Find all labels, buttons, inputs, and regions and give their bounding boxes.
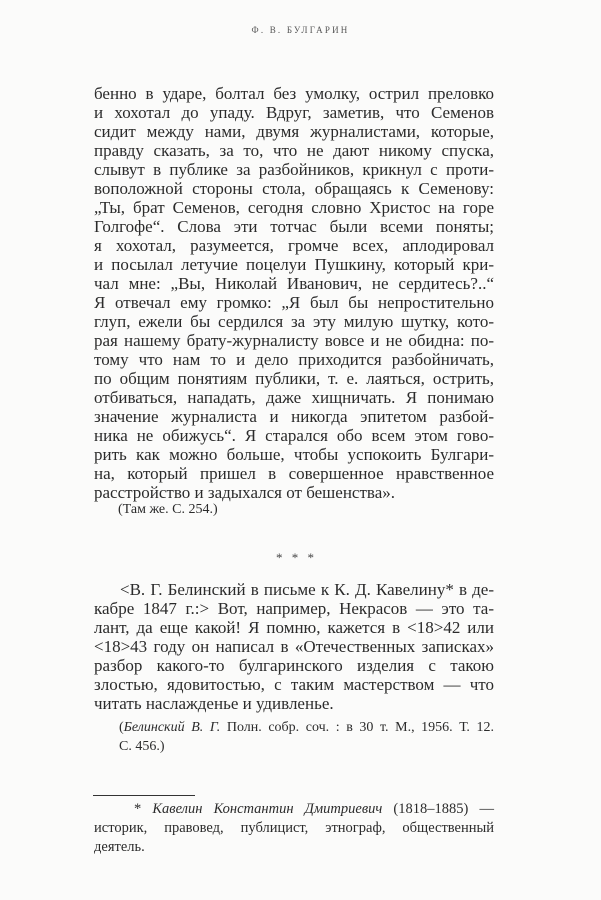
text-line: расстройство и задыхался от бешенства». bbox=[94, 483, 395, 502]
quote-block-2 bbox=[94, 580, 494, 713]
footnote-marker: * bbox=[134, 801, 153, 817]
footnote-name: Кавелин Константин Дмитриевич bbox=[152, 801, 383, 817]
text-line: <18>43 году он написал в «Отечественных записках» bbox=[94, 637, 494, 656]
text-line: лант, да еще какой! Я помню, кажется в <18>42 или bbox=[94, 618, 494, 637]
footnote-rule bbox=[93, 795, 195, 796]
text-line: рая нашему брату-журналисту вовсе и не обидна: по- bbox=[94, 331, 494, 350]
text-line: чал мне: „Вы, Николай Иванович, не сердитесь?..“ bbox=[94, 274, 494, 293]
footnote-dates: (1818–1885) — bbox=[382, 801, 494, 817]
text-line: бенно в ударе, болтал без умолку, острил преловко bbox=[94, 84, 494, 103]
text-line: глуп, ежели бы сердился за эту милую шутку, кото- bbox=[94, 312, 494, 331]
quote-block-1 bbox=[94, 84, 494, 502]
running-header: Ф. В. БУЛГАРИН bbox=[251, 25, 350, 35]
footnote bbox=[94, 800, 494, 857]
citation-text: (Там же. С. 254.) bbox=[118, 502, 218, 517]
footnote-line: деятель. bbox=[94, 839, 145, 855]
text-line: рить как можно больше, чтобы успокоить Булгари- bbox=[94, 445, 494, 464]
text-line: и посылал летучие поцелуи Пушкину, который кри- bbox=[94, 255, 494, 274]
text-line: и хохотал до упаду. Вдруг, заметив, что Семенов bbox=[94, 103, 494, 122]
footnote-line: историк, правовед, публицист, этнограф, общественный bbox=[94, 820, 494, 836]
section-separator: * * * bbox=[276, 550, 317, 565]
text-line: читать наслажденье и удивленье. bbox=[94, 694, 334, 713]
text-line: правду сказать, за то, что не дают никому спуска, bbox=[94, 141, 494, 160]
text-line: ника не обижусь“. Я старался обо всем этом гово- bbox=[94, 426, 494, 445]
text-line: я хохотал, разумеется, громче всех, аплодировал bbox=[94, 236, 494, 255]
text-line: кабре 1847 г.:> Вот, например, Некрасов — это та- bbox=[94, 599, 494, 618]
text-line: отбиваться, нападать, даже хищничать. Я понимаю bbox=[94, 388, 494, 407]
citation-source: Полн. собр. соч. : в 30 т. М., 1956. Т. 12. bbox=[220, 720, 494, 735]
text-line: „Ты, брат Семенов, сегодня словно Христос на горе bbox=[94, 198, 494, 217]
text-line: тому что нам то и дело приходится разбойничать, bbox=[94, 350, 494, 369]
text-line: Я отвечал ему громко: „Я был бы непростительно bbox=[94, 293, 494, 312]
text-line: значение журналиста и никогда эпитетом разбой- bbox=[94, 407, 494, 426]
citation-line: С. 456.) bbox=[119, 739, 165, 754]
paren: ( bbox=[119, 720, 124, 735]
text-line: на, который пришел в совершенное нравственное bbox=[94, 464, 494, 483]
citation-2 bbox=[94, 718, 494, 756]
text-line: воположной стороны стола, обращаясь к Семенову: bbox=[94, 179, 494, 198]
footnote-line bbox=[94, 800, 494, 819]
text-line: сидит между нами, двумя журналистами, которые, bbox=[94, 122, 494, 141]
citation-1 bbox=[118, 500, 498, 519]
text-line: слывут в публике за разбойников, крикнул с проти- bbox=[94, 160, 494, 179]
citation-line bbox=[94, 718, 494, 737]
text-line: злостью, ядовитостью, с таким мастерством — что bbox=[94, 675, 494, 694]
text-line: по общим понятиям публики, т. е. лаяться, острить, bbox=[94, 369, 494, 388]
citation-author: Белинский В. Г. bbox=[123, 720, 221, 735]
text-line: разбор какого-то булгаринского изделия с такою bbox=[94, 656, 494, 675]
text-line: <В. Г. Белинский в письме к К. Д. Кавелину* в де- bbox=[120, 580, 494, 599]
text-line: Голгофе“. Слова эти тотчас были всеми поняты; bbox=[94, 217, 494, 236]
